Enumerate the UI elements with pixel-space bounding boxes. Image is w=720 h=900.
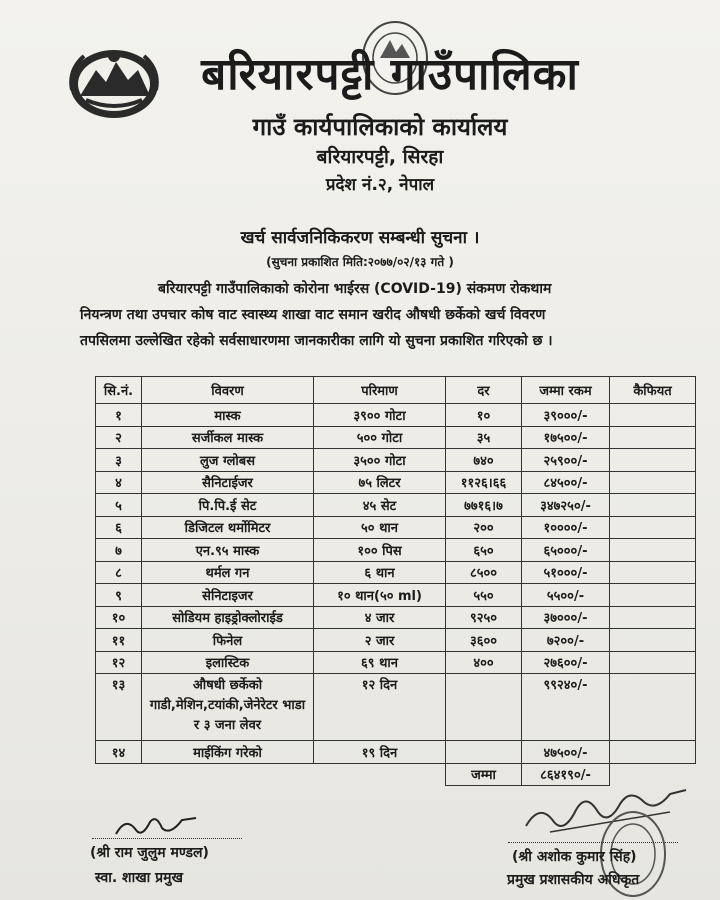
cell-remark	[610, 674, 696, 741]
cell-sn: २	[96, 426, 142, 449]
cell-qty: १९ दिन	[314, 741, 446, 764]
cell-qty: ४५ सेट	[314, 494, 446, 517]
expense-table	[95, 376, 696, 786]
table-row	[96, 584, 696, 607]
cell-amount: ६५०००/-	[522, 539, 610, 562]
cell-qty: ५० थान	[314, 516, 446, 539]
notice-body	[80, 276, 660, 354]
cell-remark	[610, 561, 696, 584]
col-header-remarks: कैफियत	[610, 377, 696, 404]
cell-sn: १४	[96, 741, 142, 764]
notice-subject: खर्च सार्वजनिकिकरण सम्बन्धी सुचना ।	[240, 228, 480, 248]
cell-qty: ३९०० गोटा	[314, 404, 446, 427]
cell-remark	[610, 471, 696, 494]
cell-qty: ४ जार	[314, 606, 446, 629]
cell-qty: ५०० गोटा	[314, 426, 446, 449]
cell-item: मास्क	[142, 404, 314, 427]
cell-qty: १२ दिन	[314, 674, 446, 741]
table-row	[96, 404, 696, 427]
cell-remark	[610, 494, 696, 517]
cell-item: सैनिटाईजर	[142, 471, 314, 494]
notice-body-line: नियन्त्रण तथा उपचार कोष वाट स्वास्थ्य शाखा वाट समान खरीद औषधी छर्केको खर्च विवरण	[80, 307, 546, 323]
cell-sn: ३	[96, 449, 142, 472]
left-signatory-title: स्वा. शाखा प्रमुख	[95, 870, 183, 886]
table-row	[96, 426, 696, 449]
cell-remark	[610, 651, 696, 674]
cell-item: फिनेल	[142, 629, 314, 652]
table-row	[96, 494, 696, 517]
cell-amount: ७२००/-	[522, 629, 610, 652]
cell-item: लुज ग्लोबस	[142, 449, 314, 472]
col-header-rate: दर	[446, 377, 522, 404]
cell-sn: ६	[96, 516, 142, 539]
table-row	[96, 471, 696, 494]
cell-qty: ३५०० गोटा	[314, 449, 446, 472]
total-label: जम्मा	[446, 763, 522, 786]
right-signatory-name: (श्री अशोक कुमार सिंह)	[512, 849, 637, 865]
table-row	[96, 674, 696, 741]
cell-sn: ४	[96, 471, 142, 494]
table-row	[96, 449, 696, 472]
left-signature-line	[92, 838, 242, 839]
cell-item: थर्मल गन	[142, 561, 314, 584]
cell-amount: २५९००/-	[522, 449, 610, 472]
cell-rate: १०	[446, 404, 522, 427]
cell-qty: ६९ थान	[314, 651, 446, 674]
cell-sn: ११	[96, 629, 142, 652]
col-header-sn: सि.नं.	[96, 377, 142, 404]
cell-item: डिजिटल थर्मोमिटर	[142, 516, 314, 539]
cell-amount: १००००/-	[522, 516, 610, 539]
cell-rate: २००	[446, 516, 522, 539]
municipality-name: बरियारपट्टी गाउँपालिका	[201, 49, 579, 100]
cell-item: औषधी छर्केको गाडी,मेशिन,टयांकी,जेनेरेटर भाडा र ३ जना लेवर	[142, 674, 314, 741]
cell-sn: १३	[96, 674, 142, 741]
cell-item: पि.पि.ई सेट	[142, 494, 314, 517]
col-header-description: विवरण	[142, 377, 314, 404]
cell-rate: ७७१६।७	[446, 494, 522, 517]
table-row	[96, 539, 696, 562]
cell-amount: २७६००/-	[522, 651, 610, 674]
total-amount: ८६४१९०/-	[522, 763, 610, 786]
province-line: प्रदेश नं.२, नेपाल	[325, 175, 435, 195]
cell-item: सर्जीकल मास्क	[142, 426, 314, 449]
left-signatory-name: (श्री राम जुलुम मण्डल)	[90, 845, 209, 861]
cell-amount: ४७५००/-	[522, 741, 610, 764]
table-row	[96, 629, 696, 652]
total-spacer	[96, 763, 446, 786]
col-header-amount: जम्मा रकम	[522, 377, 610, 404]
cell-rate: ३६००	[446, 629, 522, 652]
right-signatory-title: प्रमुख प्रशासकीय अधिकृत	[507, 872, 640, 888]
col-header-quantity: परिमाण	[314, 377, 446, 404]
left-signature-icon	[112, 812, 202, 840]
cell-sn: ९	[96, 584, 142, 607]
cell-remark	[610, 516, 696, 539]
cell-item: माईकिंग गरेको	[142, 741, 314, 764]
cell-rate	[446, 674, 522, 741]
cell-item: एन.९५ मास्क	[142, 539, 314, 562]
cell-rate: ११२६।६६	[446, 471, 522, 494]
cell-rate: ८५००	[446, 561, 522, 584]
cell-amount: ५५००/-	[522, 584, 610, 607]
cell-sn: ७	[96, 539, 142, 562]
cell-remark	[610, 741, 696, 764]
cell-amount: ३७०००/-	[522, 606, 610, 629]
cell-amount: ३९०००/-	[522, 404, 610, 427]
table-header-row	[96, 377, 696, 404]
table-row	[96, 561, 696, 584]
notice-body-line: बरियारपट्टी गाउँपालिकाको कोरोना भाईरस (COVID-19) संकमण रोकथाम	[158, 281, 552, 297]
cell-qty: १०० पिस	[314, 539, 446, 562]
cell-amount: १७५००/-	[522, 426, 610, 449]
cell-qty: १० थान(५० ml)	[314, 584, 446, 607]
cell-rate	[446, 741, 522, 764]
cell-rate: ६५०	[446, 539, 522, 562]
cell-sn: ८	[96, 561, 142, 584]
cell-remark	[610, 629, 696, 652]
office-name: गाउँ कार्यपालिकाको कार्यालय	[252, 113, 508, 141]
office-location: बरियारपट्टी, सिरहा	[316, 146, 444, 168]
cell-item: इलास्टिक	[142, 651, 314, 674]
table-row	[96, 606, 696, 629]
cell-remark	[610, 539, 696, 562]
table-row	[96, 651, 696, 674]
cell-qty: ७५ लिटर	[314, 471, 446, 494]
cell-item: सेनिटाइजर	[142, 584, 314, 607]
cell-rate: ९२५०	[446, 606, 522, 629]
cell-rate: ७४०	[446, 449, 522, 472]
notice-body-line: तपसिलमा उल्लेखित रहेको सर्वसाधारणमा जानकारीका लागि यो सुचना प्रकाशित गरिएको छ ।	[80, 333, 553, 349]
cell-item: सोडियम हाइड्रोक्लोराईड	[142, 606, 314, 629]
cell-sn: ५	[96, 494, 142, 517]
cell-amount: ३४७२५०/-	[522, 494, 610, 517]
table-row	[96, 516, 696, 539]
cell-amount: ८४५००/-	[522, 471, 610, 494]
cell-remark	[610, 426, 696, 449]
publish-date: (सुचना प्रकाशित मिति:२०७७/०२/१३ गते )	[266, 255, 454, 269]
cell-amount: ९९२४०/-	[522, 674, 610, 741]
cell-sn: १२	[96, 651, 142, 674]
cell-amount: ५१०००/-	[522, 561, 610, 584]
cell-qty: ६ थान	[314, 561, 446, 584]
table-row	[96, 741, 696, 764]
cell-remark	[610, 449, 696, 472]
cell-remark	[610, 606, 696, 629]
cell-remark	[610, 584, 696, 607]
cell-sn: १०	[96, 606, 142, 629]
cell-qty: २ जार	[314, 629, 446, 652]
cell-sn: १	[96, 404, 142, 427]
cell-rate: ५५०	[446, 584, 522, 607]
right-signature-line	[508, 842, 678, 843]
cell-rate: ४००	[446, 651, 522, 674]
cell-rate: ३५	[446, 426, 522, 449]
cell-remark	[610, 404, 696, 427]
